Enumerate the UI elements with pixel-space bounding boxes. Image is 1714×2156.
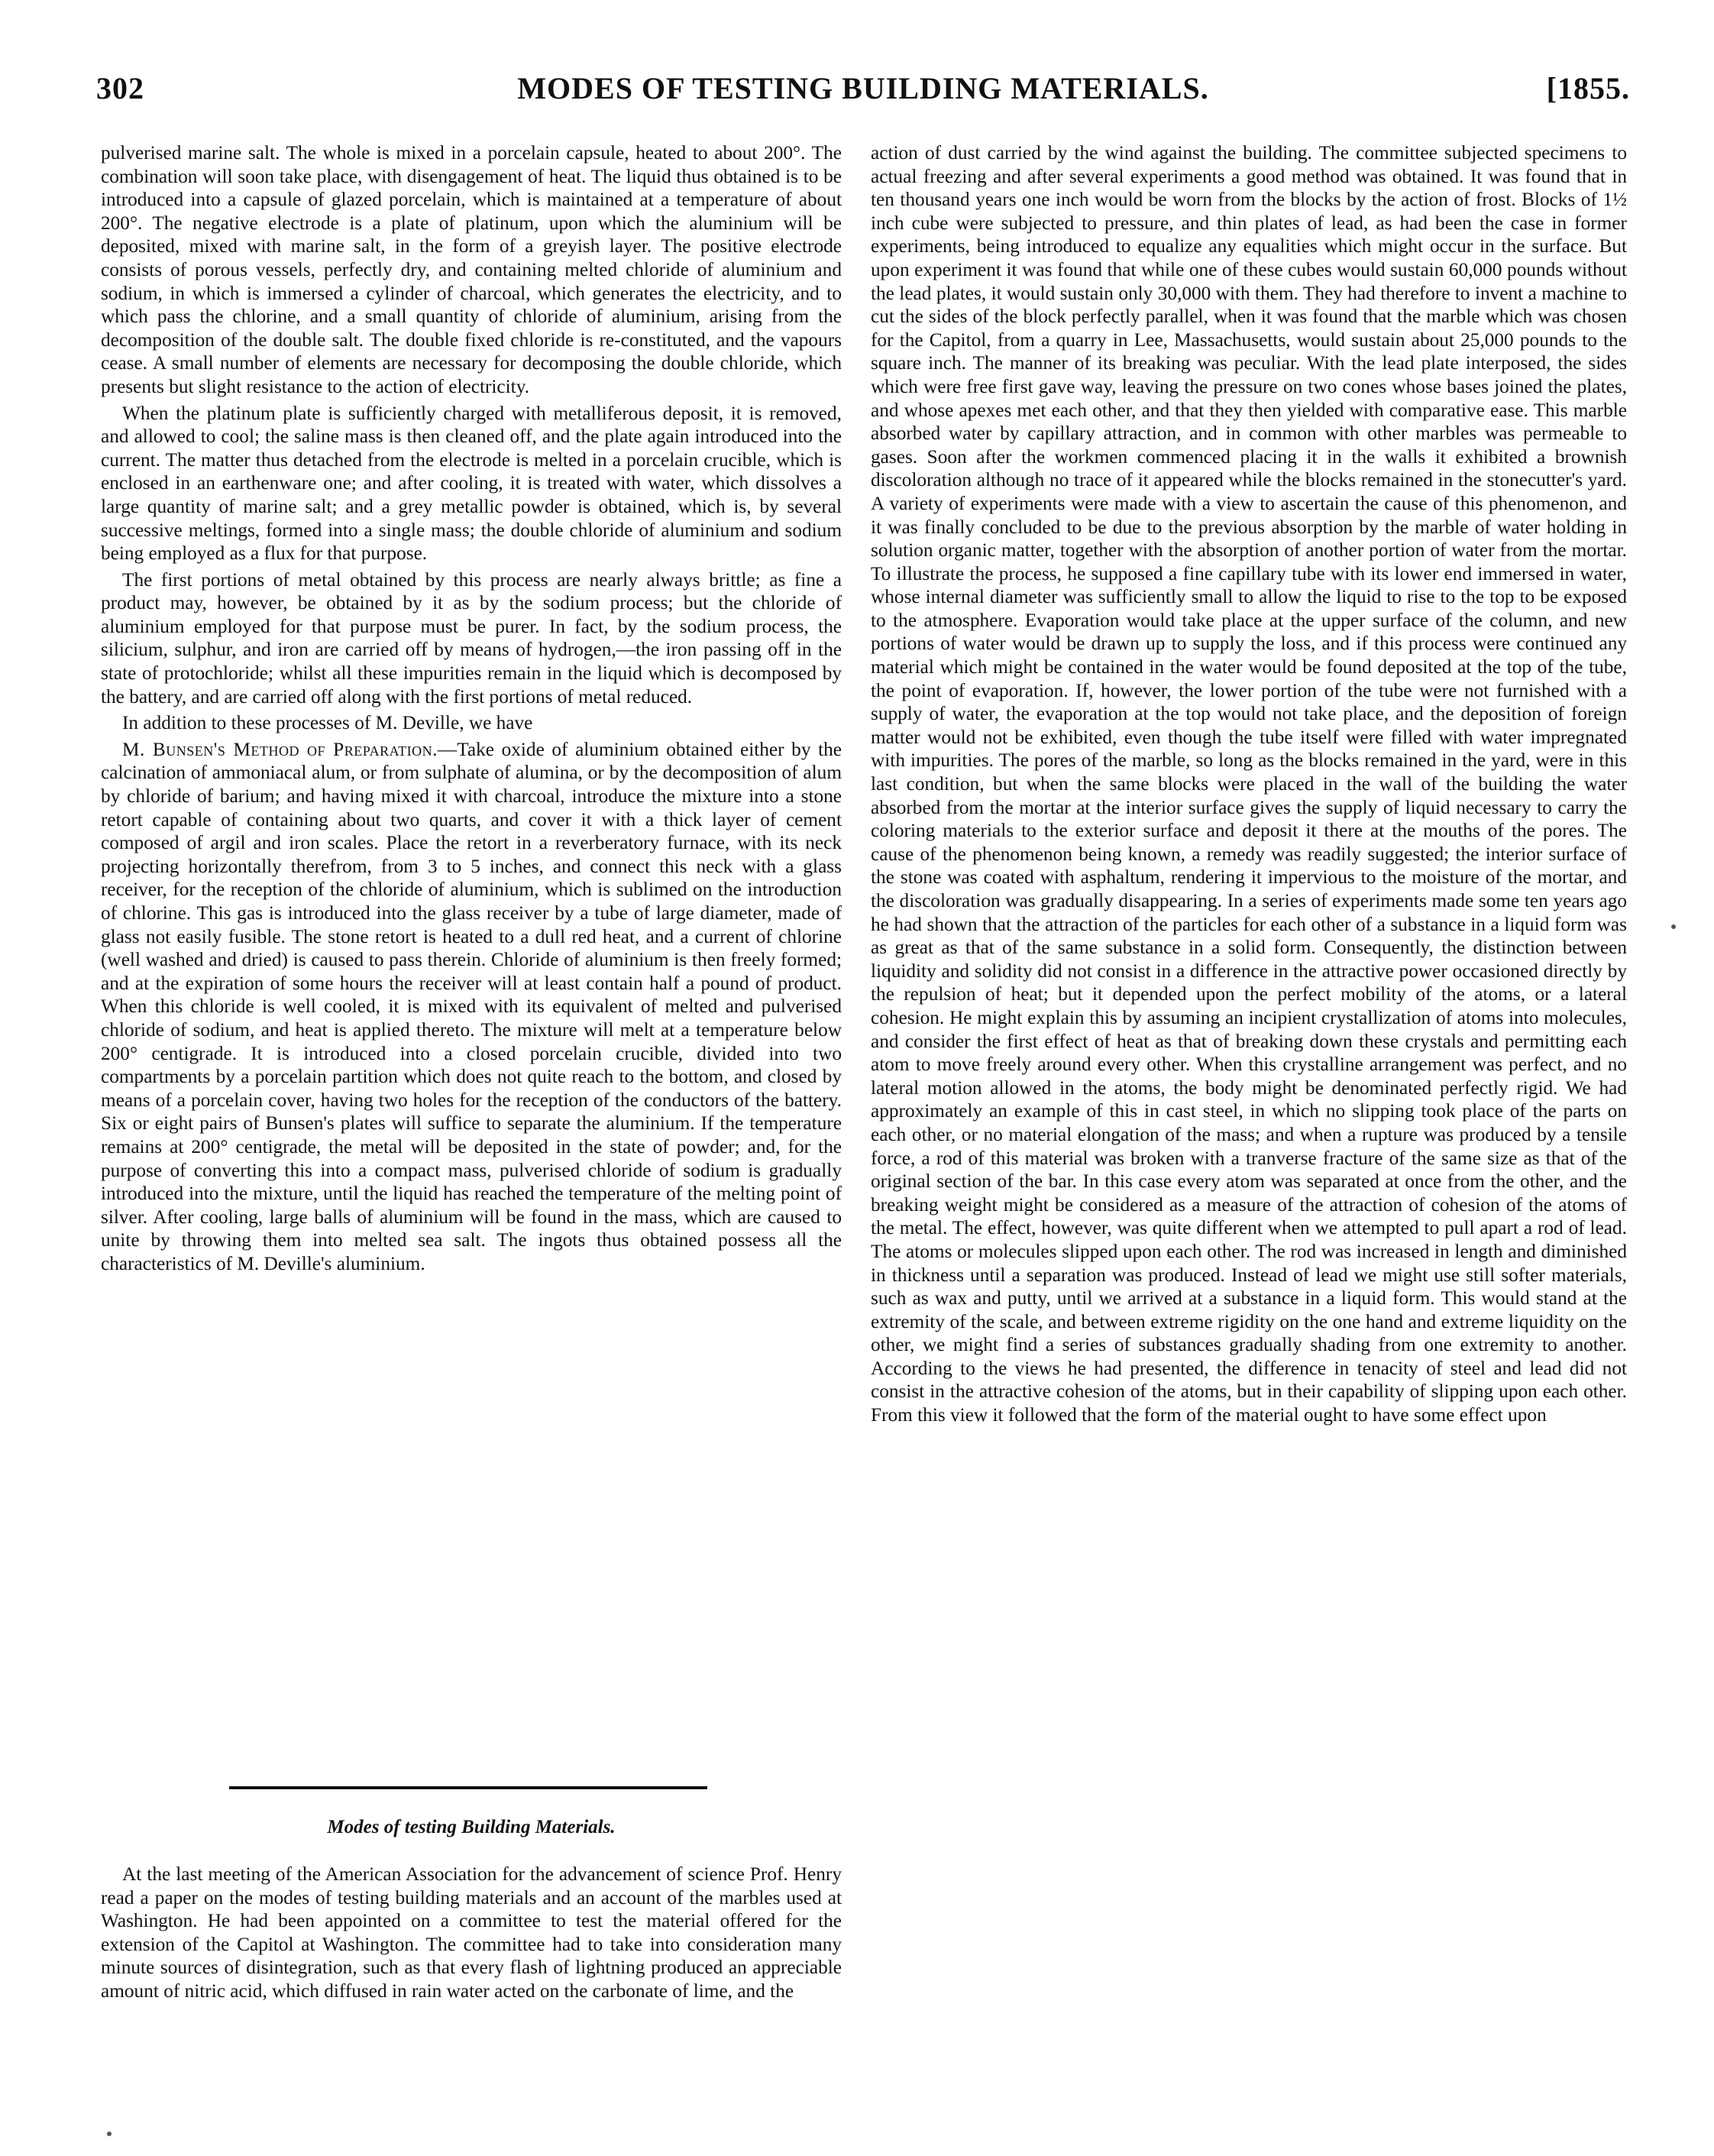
section-column [101, 1863, 842, 2099]
running-header [96, 70, 1630, 116]
paragraph [101, 738, 842, 1276]
paragraph: The first portions of metal obtained by this process are nearly always brittle; as fine a product may, however, be obtained by it as by the sodium process; but the chloride of aluminium employed for that purpose must be purer. In fact, by the sodium process, the silicium, sulphur, and iron are carried off by means of hydrogen,—the iron passing off in the state of protochloride; whilst all these impurities remain in the liquid which is decomposed by the battery, and are carried off along with the first portions of metal reduced. [101, 568, 842, 707]
scan-speck [1671, 924, 1676, 929]
paragraph: When the platinum plate is sufficiently charged with metalliferous deposit, it is removed, and allowed to cool; the saline mass is then cleaned off, and the plate again introduced into the current. The matter thus detached from the electrode is melted in a porcelain crucible, which is enclosed in an earthenware one; and after cooling, it is treated with water, which dissolves a large quantity of marine salt; and a grey metallic powder is obtained, which is, by several successive meltings, formed into a single mass; the double chloride of aluminium and sodium being employed as a flux for that purpose. [101, 402, 842, 565]
left-column [101, 141, 842, 1776]
year: [1855. [1546, 71, 1630, 105]
paragraph: In addition to these processes of M. Deville, we have [122, 712, 533, 734]
section-title: Modes of testing Building Materials. [327, 1817, 616, 1837]
page-number: 302 [96, 71, 144, 105]
paragraph: action of dust carried by the wind against the building. The committee subjected specimens to actual freezing and after several experiments a good method was obtained. It was found that in ten thousand years one inch would be worn from the blocks by the action of frost. Blocks of 1½ inch cube were subjected to pressure, and thin plates of lead, as had been the case in former experiments, being introduced to equalize any equalities which might occur in the surface. But upon experiment it was found that while one of these cubes would sustain 60,000 pounds without the lead plates, it would sustain only 30,000 with them. They had therefore to invent a machine to cut the sides of the block perfectly parallel, when it was found that the marble which was chosen for the Capitol, from a quarry in Lee, Massachusetts, would sustain about 25,000 pounds to the square inch. The manner of its breaking was peculiar. With the lead plate interposed, the sides which were free first gave way, leaving the pressure on two cones whose bases joined the plates, and whose apexes met each other, and that they then yielded with comparative ease. This marble absorbed water by capillary attraction, and in common with other marbles was permeable to gases. Soon after the workmen commenced placing it in the walls it exhibited a brownish discoloration although no trace of it appeared while the blocks remained in the stonecutter's yard. A variety of experiments were made with a view to ascertain the cause of this phenomenon, and it was finally concluded to be due to the previous absorption by the marble of water holding in solution organic matter, together with the absorption of another portion of water from the mortar. To illustrate the process, he supposed a fine capillary tube with its lower end immersed in water, whose internal diameter was sufficiently small to allow the liquid to rise to the top to be exposed to the atmosphere. Evaporation would take place at the upper surface of the column, and new portions of water would be drawn up to supply the loss, and if this process were continued any material which might be contained in the water would be found deposited at the top of the tube, the point of evaporation. If, however, the lower portion of the tube were not furnished with a supply of water, the evaporation at the top would not take place, and the deposition of foreign matter would not be exhibited, even though the tube itself were filled with water impregnated with impurities. The pores of the marble, so long as the blocks remained in the yard, were in this last condition, but when the same blocks were placed in the wall of the building the water absorbed from the mortar at the interior surface gives the supply of liquid necessary to carry the coloring materials to the exterior surface and deposit it there at the mouths of the pores. The cause of the phenomenon being known, a remedy was readily suggested; the interior surface of the stone was coated with asphaltum, rendering it impervious to the moisture of the mortar, and the discoloration was gradually disappearing. In a series of experiments made some ten years ago he had shown that the attraction of the particles for each other of a substance in a liquid form was as great as that of the same substance in a solid form. Consequently, the distinction between liquidity and solidity did not consist in a difference in the attractive power occasioned directly by the repulsion of heat; but it depended upon the perfect mobility of the atoms, or a lateral cohesion. He might explain this by assuming an incipient crystallization of atoms into molecules, and consider the first effect of heat as that of breaking down these crystals and permitting each atom to move freely around every other. When this crystalline arrangement was perfect, and no lateral motion allowed in the atoms, the body might be denominated perfectly rigid. We had approximately an example of this in cast steel, in which no slipping took place of the parts on each other, or no material elongation of the mass; and when a rupture was produced by a tensile force, a rod of this material was broken with a tranverse fracture of the same size as that of the original section of the bar. In this case every atom was separated at once from the other, and the breaking weight might be considered as a measure of the attraction of cohesion of the atoms of the metal. The effect, however, was quite different when we attempted to pull apart a rod of lead. The atoms or molecules slipped upon each other. The rod was increased in length and diminished in thickness until a separation was produced. Instead of lead we might use still softer materials, such as wax and putty, until we arrived at a substance in a liquid form. This would stand at the extremity of the scale, and between extreme rigidity on the one hand and extreme liquidity on the other, we might find a series of substances gradually shading from one extremity to another. According to the views he had presented, the difference in tenacity of steel and lead did not consist in the attractive cohesion of the atoms, but in their capability of slipping upon each other. From this view it followed that the form of the material ought to have some effect upon [871, 142, 1627, 1426]
right-column [871, 141, 1627, 2105]
section-divider [229, 1786, 707, 1789]
paragraph: At the last meeting of the American Association for the advancement of science Prof. Henry read a paper on the modes of testing building materials and an account of the marbles used at Washington. He had been appointed on a committee to test the material offered for the extension of the Capitol at Washington. The committee had to take into consideration many minute sources of disintegration, such as that every flash of lightning produced an appreciable amount of nitric acid, which diffused in rain water acted on the carbonate of lime, and the [101, 1863, 842, 2002]
paragraph: pulverised marine salt. The whole is mixed in a porcelain capsule, heated to about 200°. The combination will soon take place, with disengagement of heat. The liquid thus obtained is to be introduced into a capsule of glazed porcelain, which is maintained at a temperature of about 200°. The negative electrode is a plate of platinum, upon which the aluminium will be deposited, mixed with marine salt, in the form of a greyish layer. The positive electrode consists of porous vessels, perfectly dry, and containing melted chloride of aluminium and sodium, in which is immersed a cylinder of charcoal, which generates the electricity, and to which pass the chlorine, and a small quantity of chloride of aluminium, arising from the decomposition of the double salt. The double fixed chloride is re-constituted, and the vapours cease. A small number of elements are necessary for decomposing the double chloride, which presents but slight resistance to the action of electricity. [101, 142, 842, 397]
scan-speck [107, 2132, 112, 2136]
method-heading: M. Bunsen's Method of Preparation. [122, 738, 438, 760]
paragraph-text: —Take oxide of aluminium obtained either by the calcination of ammoniacal alum, or from sulphate of alumina, or by the decomposition of alum by chloride of barium; and having mixed it with charcoal, introduce the mixture into a stone retort capable of containing about two quarts, and cover it with a thick layer of cement composed of argil and iron scales. Place the retort in a reverberatory furnace, with its neck projecting horizontally therefrom, from 3 to 5 inches, and connect this neck with a glass receiver, for the reception of the chloride of aluminium, which is sublimed on the introduction of chlorine. This gas is introduced into the glass receiver by a tube of large diameter, made of glass not easily fusible. The stone retort is heated to a dull red heat, and a current of chlorine (well washed and dried) is caused to pass therein. Chloride of aluminium is then freely formed; and at the expiration of some hours the receiver will at least contain half a pound of product. When this chloride is well cooled, it is mixed with its equivalent of melted and pulverised chloride of sodium, and heat is applied thereto. The mixture will melt at a temperature below 200° centigrade. It is introduced into a closed porcelain crucible, divided into two compartments by a porcelain partition which does not quite reach to the bottom, and closed by means of a porcelain cover, having two holes for the reception of the conductors of the battery. Six or eight pairs of Bunsen's plates will suffice to separate the aluminium. If the temperature remains at 200° centigrade, the metal will be deposited in the state of powder; and, for the purpose of converting this into a compact mass, pulverised chloride of sodium is gradually introduced into the mixture, until the liquid has reached the temperature of the melting point of silver. After cooling, large balls of aluminium will be found in the mass, which are caused to unite by throwing them into melted sea salt. The ingots thus obtained possess all the characteristics of M. Deville's aluminium. [101, 738, 842, 1274]
running-title: MODES OF TESTING BUILDING MATERIALS. [517, 71, 1209, 105]
